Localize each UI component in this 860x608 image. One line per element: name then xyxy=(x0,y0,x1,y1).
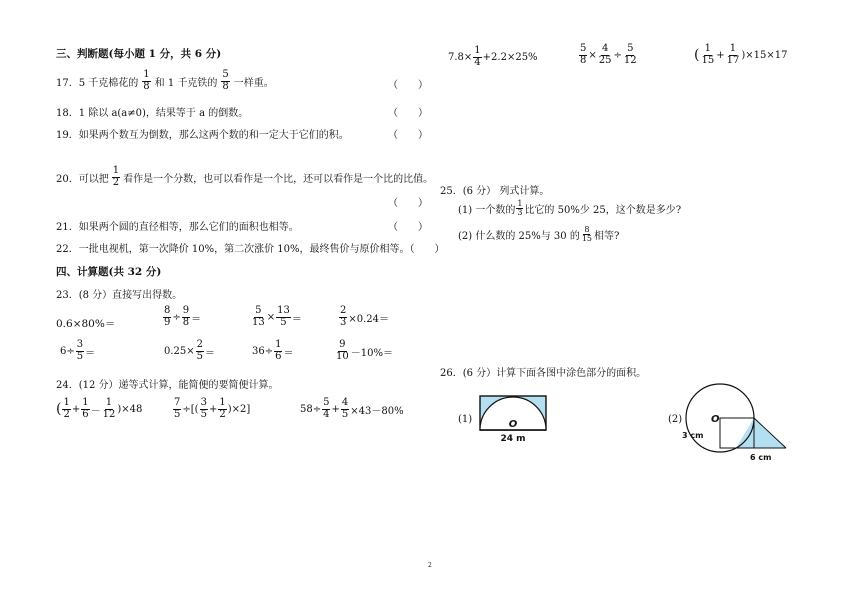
q23-item-c xyxy=(250,306,302,328)
top-expr-b xyxy=(578,44,639,66)
numerator: 1 xyxy=(143,69,150,80)
q23-item-g xyxy=(252,340,293,362)
denominator: 5 xyxy=(200,408,207,420)
answer-paren-19[interactable]: （ ） xyxy=(388,130,428,141)
q23-item-e xyxy=(60,340,95,362)
equals: ＝ xyxy=(291,313,302,325)
numerator: 3 xyxy=(200,397,207,408)
q24-item-a xyxy=(56,398,142,420)
question-20 xyxy=(56,166,433,188)
q23-f-pre: 0.25× xyxy=(164,345,195,357)
q20-pre: 20．可以把 xyxy=(56,173,109,185)
question-18: 18．1 除以 a(a≠0)，结果等于 a 的倒数。 xyxy=(56,108,249,119)
question-19: 19．如果两个数互为倒数，那么这两个数的和一定大于它们的积。 xyxy=(56,130,349,141)
question-25-2 xyxy=(458,226,619,244)
numerator: 1 xyxy=(704,43,712,54)
q24-b-mid: ÷[( xyxy=(182,403,199,415)
denominator: 5 xyxy=(76,350,84,362)
numerator: 8 xyxy=(164,305,171,316)
q23-d-post: ×0.24＝ xyxy=(348,313,390,325)
answer-paren-21[interactable]: （ ） xyxy=(388,222,428,233)
left-paren: ( xyxy=(56,401,62,417)
denominator: 2 xyxy=(63,408,70,420)
expr-a-pre: 7.8× xyxy=(448,51,473,63)
q23-item-h xyxy=(334,340,393,362)
expr-a-post: +2.2×25% xyxy=(482,51,538,63)
left-paren: ( xyxy=(694,47,700,63)
q23-item-a: 0.6×80%＝ xyxy=(56,318,116,330)
denominator: 4 xyxy=(323,408,330,420)
numerator: 1 xyxy=(474,45,481,56)
numerator: 5 xyxy=(323,397,330,408)
fraction xyxy=(221,70,229,92)
denominator: 5 xyxy=(196,350,204,362)
q24-c-post: ×43－80% xyxy=(350,405,404,417)
operator: + xyxy=(716,49,725,61)
operator: × xyxy=(266,311,276,323)
denominator: 25 xyxy=(598,54,612,66)
answer-paren-18[interactable]: （ ） xyxy=(388,108,428,119)
q25-2-pre: (2) 什么数的 25%与 30 的 xyxy=(458,231,580,243)
numerator: 1 xyxy=(82,397,89,408)
numerator: 5 xyxy=(580,43,587,54)
denominator: 6 xyxy=(82,408,89,420)
numerator: 1 xyxy=(112,165,120,176)
denominator: 13 xyxy=(252,316,265,328)
operator: × xyxy=(588,49,597,61)
denominator: 15 xyxy=(701,54,715,66)
section-3-title: 三、判断题(每小题 1 分，共 6 分) xyxy=(56,48,222,60)
numerator: 2 xyxy=(340,305,347,316)
denominator: 5 xyxy=(280,316,287,328)
denominator: 2 xyxy=(112,176,120,188)
q23-h-post: －10%＝ xyxy=(350,347,393,359)
operator: + xyxy=(208,403,218,415)
figure-2-label: (2) xyxy=(668,414,683,425)
equals: ＝ xyxy=(205,347,216,359)
equals: ＝ xyxy=(191,313,202,325)
numerator: 7 xyxy=(174,397,181,408)
denominator: 8 xyxy=(580,54,587,66)
top-expr-a xyxy=(448,46,538,68)
q24-a-post: )×48 xyxy=(117,403,143,415)
denominator: 8 xyxy=(182,316,190,328)
numerator: 1 xyxy=(219,397,226,408)
numerator: 2 xyxy=(196,339,204,350)
numerator: 4 xyxy=(341,397,349,408)
q24-item-c xyxy=(300,398,404,420)
denominator: 6 xyxy=(275,350,282,362)
denominator: 17 xyxy=(726,54,740,66)
denominator: 12 xyxy=(102,408,116,420)
q24-item-b xyxy=(172,398,250,420)
numerator: 3 xyxy=(76,339,84,350)
answer-paren-17[interactable]: （ ） xyxy=(388,80,428,91)
numerator: 1 xyxy=(105,397,113,408)
denominator: 8 xyxy=(143,80,150,92)
equals: ＝ xyxy=(85,347,96,359)
operator: + xyxy=(71,403,81,415)
q17-mid: 和 1 千克铁的 xyxy=(154,77,218,89)
numerator: 13 xyxy=(277,305,290,316)
numerator: 1 xyxy=(729,43,737,54)
page-number: 2 xyxy=(428,562,432,569)
q24-b-post: )×2] xyxy=(227,403,251,415)
center-label: O xyxy=(508,419,518,430)
numerator: 4 xyxy=(601,43,609,54)
numerator: 9 xyxy=(182,305,190,316)
fraction xyxy=(112,166,120,188)
operator: ÷ xyxy=(172,311,181,323)
question-24: 24．(12 分）递等式计算，能简便的要简便计算。 xyxy=(56,380,279,391)
q23-item-d xyxy=(338,306,389,328)
top-expr-c xyxy=(694,44,787,66)
numerator: 1 xyxy=(63,397,70,408)
question-22: 22．一批电视机，第一次降价 10%，第二次涨价 10%，最终售价与原价相等。（ ） xyxy=(56,244,445,255)
denominator: 5 xyxy=(341,408,349,420)
denominator: 5 xyxy=(174,408,181,420)
numerator: 9 xyxy=(339,339,346,350)
q25-1-pre: (1) 一个数的 xyxy=(458,205,516,217)
denominator: 15 xyxy=(581,234,593,244)
operator: ÷ xyxy=(613,49,622,61)
height-label: 3 cm xyxy=(682,431,704,440)
q23-g-pre: 36÷ xyxy=(252,345,274,357)
q17-post: 一样重。 xyxy=(233,77,274,89)
figure-1-rectangle-semicircle xyxy=(478,394,550,444)
numerator: 1 xyxy=(275,339,282,350)
figure-1-label: (1) xyxy=(458,414,473,425)
denominator: 12 xyxy=(623,54,637,66)
question-21: 21．如果两个圆的直径相等，那么它们的面积也相等。 xyxy=(56,222,299,233)
q25-2-post: 相等? xyxy=(594,231,620,243)
question-25: 25．(6 分） 列式计算。 xyxy=(440,186,550,197)
answer-paren-20[interactable]: （ ） xyxy=(388,198,428,209)
q23-item-b xyxy=(162,306,201,328)
denominator: 2 xyxy=(219,408,226,420)
operator: + xyxy=(331,403,340,415)
denominator: 8 xyxy=(222,80,229,92)
question-26: 26．(6 分）计算下面各图中涂色部分的面积。 xyxy=(440,368,647,379)
numerator: 5 xyxy=(255,305,262,316)
denominator: 9 xyxy=(164,316,171,328)
center-label: O xyxy=(711,414,720,425)
width-label: 24 m xyxy=(500,434,526,444)
numerator: 5 xyxy=(222,69,229,80)
equals: ＝ xyxy=(283,347,294,359)
denominator: 3 xyxy=(340,316,347,328)
figure-2-circle-triangle xyxy=(680,378,792,464)
expr-c-post: )×15×17 xyxy=(741,49,788,61)
denominator: 10 xyxy=(336,350,349,362)
q23-item-f xyxy=(164,340,215,362)
q20-post: 看作是一个分数，也可以看作是一个比，还可以看作是一个比的比值。 xyxy=(123,173,434,185)
denominator: 3 xyxy=(517,208,523,218)
question-25-1 xyxy=(458,200,681,218)
denominator: 4 xyxy=(474,56,481,68)
section-4-title: 四、计算题(共 32 分) xyxy=(56,266,162,278)
operator: － xyxy=(90,405,101,417)
numerator: 1 xyxy=(517,199,523,208)
question-17 xyxy=(56,70,274,92)
q24-c-pre: 58÷ xyxy=(300,403,322,415)
q17-pre: 17．5 千克棉花的 xyxy=(56,77,139,89)
fraction xyxy=(142,70,150,92)
numerator: 8 xyxy=(584,225,590,234)
numerator: 5 xyxy=(627,43,634,54)
q23-e-pre: 6÷ xyxy=(60,345,75,357)
length-label: 6 cm xyxy=(750,453,772,462)
question-23: 23．(8 分）直接写出得数。 xyxy=(56,290,183,301)
q25-1-post: 比它的 50%少 25，这个数是多少? xyxy=(524,205,682,217)
